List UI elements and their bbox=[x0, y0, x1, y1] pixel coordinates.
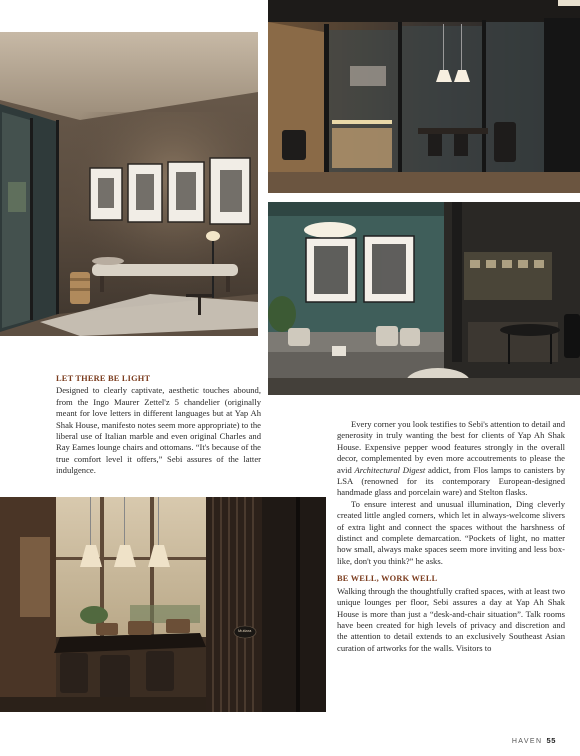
lounge-sofa-photo bbox=[268, 202, 580, 395]
lounge-photo bbox=[0, 32, 258, 336]
magazine-name: HAVEN bbox=[511, 738, 543, 745]
left-text-column bbox=[56, 373, 261, 477]
paragraph-attention-to-detail bbox=[337, 419, 565, 499]
paragraph-illumination: To ensure interest and unusual illumination, Ding cleverly created little angled corners, which let in always-welcome slivers of extra light and connect the spaces without the harshness of distinct and complete demarcation. “Pockets of light, no matter how small, always make spaces seem more inviting and less box-like, don't you think?” he asks. bbox=[337, 498, 565, 566]
section-heading-let-there-be-light: LET THERE BE LIGHT bbox=[56, 374, 151, 383]
section-one-paragraph: Designed to clearly captivate, aesthetic touches abound, from the Ingo Maurer Zettel'z 5 chandelier (originally meant for love letters in different languages but at Yap Ah Shak House, manifesto notes seem more appropriate) to the liberal use of Italian marble and even original Charles and Ray Eames lounge chairs and ottomans. “It's because of the true comfort level it offers,” Sebi assures of the latter indulgence. bbox=[56, 385, 261, 476]
paragraph-text: Every corner you look testifies to Sebi's attention to detail and generosity in truly wanting the best for clients of Yap Ah Shak House. Expensive pepper wood features strongly in the overall decor, complemented by even more accoutrements to please the avid bbox=[337, 419, 565, 475]
paragraph-text-end: addict, from Flos lamps to canisters by LSA (renowned for its contemporary European-designed handmade glass and porcelain ware) and Stelton flasks. bbox=[337, 464, 565, 498]
right-text-column bbox=[337, 419, 565, 654]
door-plaque-label: Mutiara bbox=[238, 628, 252, 633]
glass-meeting-room-photo bbox=[268, 0, 580, 193]
section-heading-be-well-work-well: BE WELL, WORK WELL bbox=[337, 574, 438, 584]
boardroom-photo bbox=[0, 497, 326, 712]
section-three-paragraph: Walking through the thoughtfully crafted spaces, with at least two unique lounges per floor, Sebi assures a day at Yap Ah Shak House is more than just a “desk-and-chair situation”. Talk rooms have been created for high levels of privacy and discretion and the attention to detail extends to an exclusively Southeast Asian curation of artworks for the walls. Visitors to bbox=[337, 585, 565, 653]
page-number: 55 bbox=[546, 736, 556, 745]
page-folio bbox=[512, 736, 556, 745]
magazine-title-italic: Architectural Digest bbox=[354, 464, 426, 475]
